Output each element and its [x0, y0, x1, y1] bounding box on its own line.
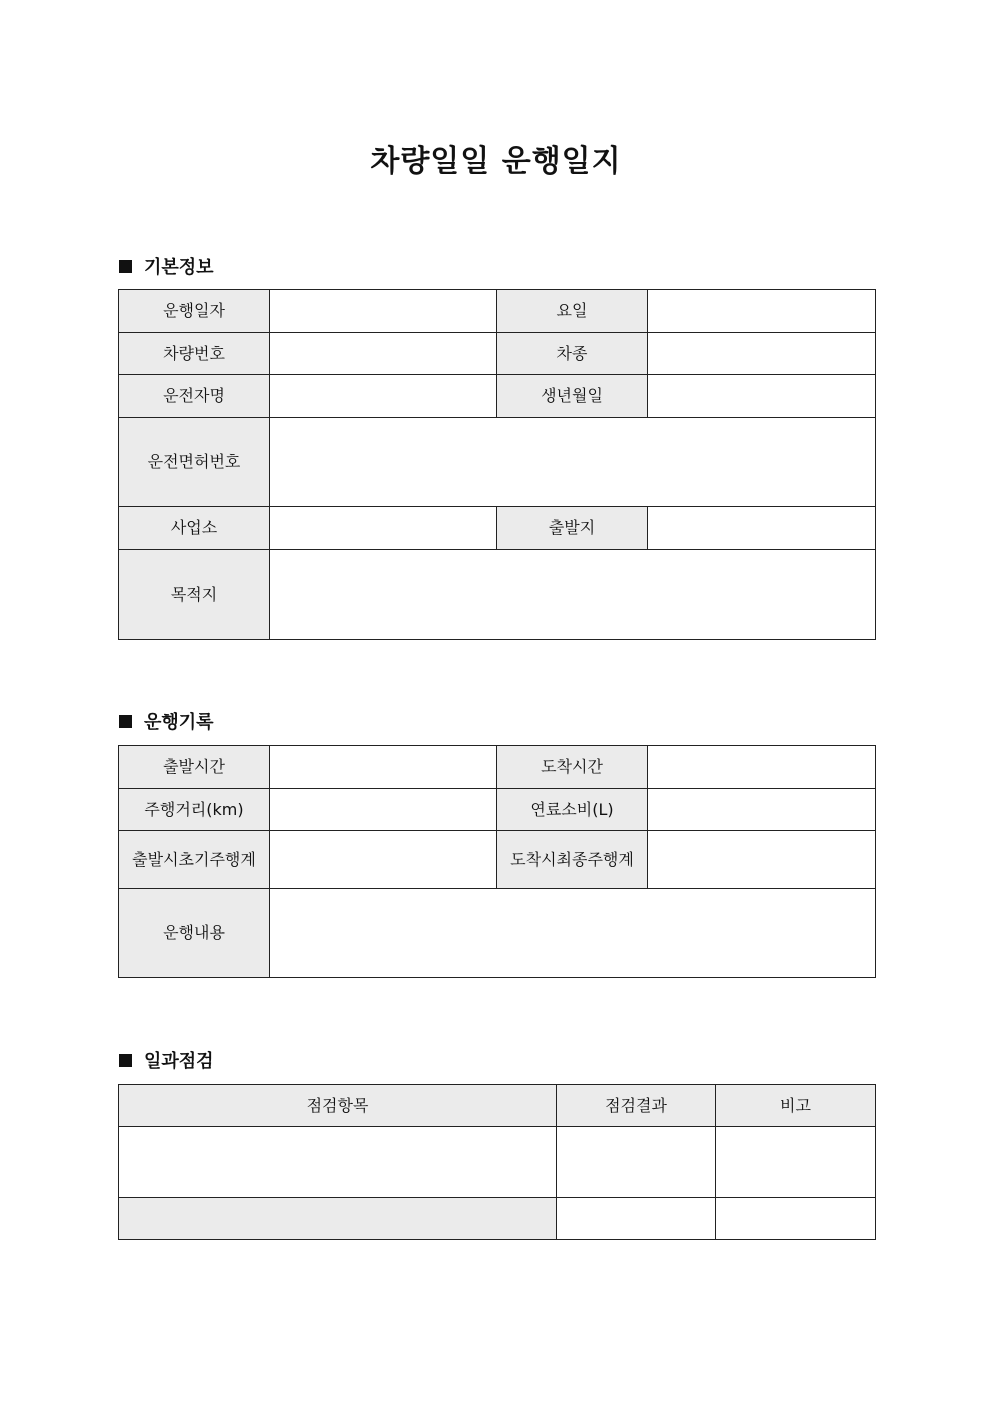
label-distance: 주행거리(km): [119, 789, 270, 831]
square-bullet-icon: [119, 1054, 132, 1067]
inspection-item-cell[interactable]: [119, 1127, 557, 1198]
inspection-result-cell[interactable]: [557, 1198, 716, 1240]
label-weekday: 요일: [497, 290, 648, 333]
label-office: 사업소: [119, 507, 270, 550]
driving-record-table: [118, 745, 876, 978]
header-result: 점검결과: [557, 1085, 716, 1127]
label-vehicle-type: 차종: [497, 333, 648, 375]
square-bullet-icon: [119, 260, 132, 273]
field-fuel[interactable]: [648, 789, 876, 831]
field-vehicle-type[interactable]: [648, 333, 876, 375]
field-end-odometer[interactable]: [648, 831, 876, 889]
label-content: 운행내용: [119, 889, 270, 978]
section-heading-record: [119, 708, 214, 734]
basic-info-table: [118, 289, 876, 640]
section-heading-basic-label: 기본정보: [144, 257, 214, 278]
field-destination[interactable]: [270, 550, 876, 640]
label-license: 운전면허번호: [119, 418, 270, 507]
square-bullet-icon: [119, 715, 132, 728]
field-content[interactable]: [270, 889, 876, 978]
header-item: 점검항목: [119, 1085, 557, 1127]
field-depart-time[interactable]: [270, 746, 497, 789]
inspection-note-cell[interactable]: [716, 1198, 876, 1240]
field-plate[interactable]: [270, 333, 497, 375]
inspection-result-cell[interactable]: [557, 1127, 716, 1198]
label-start-odometer: 출발시초기주행계: [119, 831, 270, 889]
field-distance[interactable]: [270, 789, 497, 831]
section-heading-inspection-label: 일과점검: [144, 1051, 214, 1072]
inspection-table: [118, 1084, 876, 1240]
label-arrive-time: 도착시간: [497, 746, 648, 789]
field-weekday[interactable]: [648, 290, 876, 333]
label-origin: 출발지: [497, 507, 648, 550]
field-driver[interactable]: [270, 375, 497, 418]
label-fuel: 연료소비(L): [497, 789, 648, 831]
section-heading-basic: [119, 253, 214, 279]
label-plate: 차량번호: [119, 333, 270, 375]
field-date[interactable]: [270, 290, 497, 333]
field-start-odometer[interactable]: [270, 831, 497, 889]
label-end-odometer: 도착시최종주행계: [497, 831, 648, 889]
field-arrive-time[interactable]: [648, 746, 876, 789]
label-birth: 생년월일: [497, 375, 648, 418]
page-title: 차량일일 운행일지: [370, 144, 622, 179]
label-date: 운행일자: [119, 290, 270, 333]
inspection-note-cell[interactable]: [716, 1127, 876, 1198]
field-office[interactable]: [270, 507, 497, 550]
section-heading-record-label: 운행기록: [144, 712, 214, 733]
section-heading-inspection: [119, 1047, 214, 1073]
label-driver: 운전자명: [119, 375, 270, 418]
header-note: 비고: [716, 1085, 876, 1127]
field-origin[interactable]: [648, 507, 876, 550]
label-destination: 목적지: [119, 550, 270, 640]
inspection-item-cell[interactable]: [119, 1198, 557, 1240]
field-license[interactable]: [270, 418, 876, 507]
label-depart-time: 출발시간: [119, 746, 270, 789]
field-birth[interactable]: [648, 375, 876, 418]
